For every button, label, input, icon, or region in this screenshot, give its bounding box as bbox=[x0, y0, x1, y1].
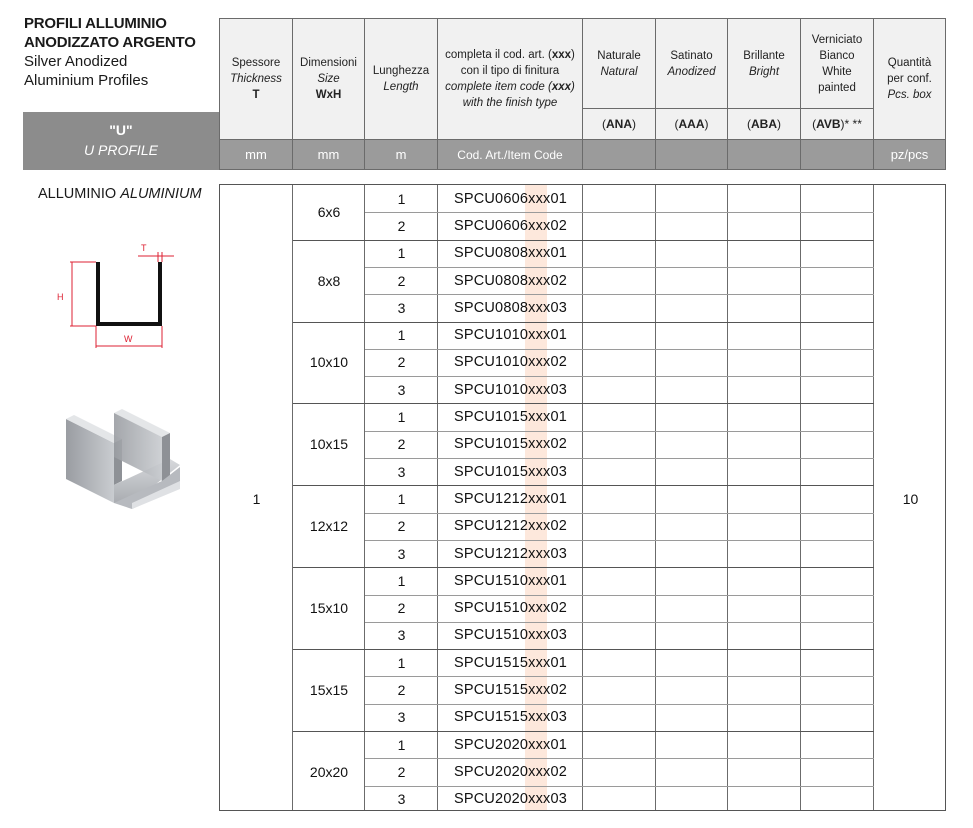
header-size-it: Dimensioni bbox=[300, 57, 357, 69]
finish-empty-cell bbox=[656, 267, 728, 294]
finish-empty-cell bbox=[656, 649, 728, 676]
diagram-w-label: W bbox=[124, 334, 133, 344]
item-code-pre: SPCU2020 bbox=[453, 736, 529, 753]
length-cell: 2 bbox=[397, 600, 406, 617]
finish-empty-cell bbox=[728, 322, 801, 349]
material-label-en: ALUMINIUM bbox=[120, 186, 202, 202]
item-code-pre: SPCU2020 bbox=[453, 763, 529, 780]
finish-empty-cell bbox=[656, 322, 728, 349]
item-code-post: 02 bbox=[550, 518, 568, 535]
item-code-pre: SPCU1510 bbox=[453, 572, 529, 589]
item-code-cell bbox=[438, 676, 583, 703]
finish-empty-cell bbox=[801, 513, 874, 540]
finish-empty-cell bbox=[801, 294, 874, 321]
profile-banner-sublabel: U PROFILE bbox=[84, 142, 158, 158]
item-code-xxx: xxx bbox=[528, 709, 551, 726]
finish-empty-cell bbox=[656, 676, 728, 703]
finish-empty-cell bbox=[583, 485, 656, 512]
finish-empty-cell bbox=[801, 267, 874, 294]
finish-empty-cell bbox=[583, 731, 656, 758]
finish-empty-cell bbox=[728, 786, 801, 813]
item-code-post: 02 bbox=[550, 763, 568, 780]
length-cell: 3 bbox=[397, 791, 406, 808]
size-cell: 6x6 bbox=[317, 204, 341, 221]
item-code-xxx: xxx bbox=[528, 245, 551, 262]
item-code-post: 01 bbox=[550, 490, 568, 507]
item-code-pre: SPCU1515 bbox=[453, 682, 529, 699]
item-code-cell bbox=[438, 649, 583, 676]
header-code bbox=[437, 18, 583, 140]
item-code-xxx: xxx bbox=[528, 299, 551, 316]
item-code-xxx: xxx bbox=[528, 518, 551, 535]
finish-empty-cell bbox=[801, 595, 874, 622]
length-cell: 3 bbox=[397, 463, 406, 480]
item-code-pre: SPCU0808 bbox=[453, 245, 529, 262]
item-code-pre: SPCU0606 bbox=[453, 190, 529, 207]
header-length-en: Length bbox=[383, 81, 419, 93]
length-cell: 2 bbox=[397, 272, 406, 289]
header-size bbox=[292, 18, 365, 140]
material-label-it: ALLUMINIO bbox=[38, 186, 117, 202]
finish-empty-cell bbox=[656, 485, 728, 512]
finish-empty-cell bbox=[583, 758, 656, 785]
finish-empty-cell bbox=[728, 513, 801, 540]
item-code-xxx: xxx bbox=[528, 327, 551, 344]
finish-code-aba: (ABA) bbox=[727, 108, 801, 140]
title-line-3: Silver Anodized bbox=[24, 53, 128, 70]
finish-empty-cell bbox=[583, 622, 656, 649]
item-code-post: 01 bbox=[550, 327, 568, 344]
row-divider bbox=[365, 676, 874, 677]
finish-empty-cell bbox=[583, 403, 656, 430]
item-code-post: 01 bbox=[550, 245, 568, 262]
header-size-en: Size bbox=[317, 73, 340, 85]
length-cell: 2 bbox=[397, 763, 406, 780]
item-code-xxx: xxx bbox=[528, 190, 551, 207]
title-line-4: Aluminium Profiles bbox=[24, 72, 149, 89]
finish-empty-cell bbox=[801, 376, 874, 403]
item-code-cell bbox=[438, 786, 583, 813]
finish-empty-cell bbox=[801, 458, 874, 485]
item-code-pre: SPCU1515 bbox=[453, 709, 529, 726]
row-divider bbox=[365, 458, 874, 459]
diagram-t-label: T bbox=[141, 243, 147, 253]
item-code-cell bbox=[438, 704, 583, 731]
finish-empty-cell bbox=[801, 622, 874, 649]
item-code-pre: SPCU1510 bbox=[453, 627, 529, 644]
row-divider bbox=[365, 294, 874, 295]
item-code-xxx: xxx bbox=[528, 654, 551, 671]
header-thickness-it: Spessore bbox=[231, 57, 281, 69]
finish-empty-cell bbox=[583, 349, 656, 376]
finish-empty-cell bbox=[801, 731, 874, 758]
item-code-cell bbox=[438, 240, 583, 267]
item-code-post: 01 bbox=[550, 409, 568, 426]
material-label bbox=[38, 186, 202, 202]
header-length bbox=[364, 18, 438, 140]
item-code-xxx: xxx bbox=[528, 354, 551, 371]
finish-code-ana: (ANA) bbox=[582, 108, 656, 140]
title-line-2: ANODIZZATO ARGENTO bbox=[24, 34, 196, 51]
finish-empty-cell bbox=[656, 431, 728, 458]
unit-finish-bright bbox=[727, 139, 801, 170]
length-cell: 3 bbox=[397, 381, 406, 398]
header-size-sym: WxH bbox=[315, 89, 342, 101]
item-code-post: 02 bbox=[550, 436, 568, 453]
row-divider bbox=[365, 376, 874, 377]
finish-empty-cell bbox=[728, 431, 801, 458]
item-code-post: 02 bbox=[550, 354, 568, 371]
item-code-cell bbox=[438, 267, 583, 294]
header-finish-bright: Brillante Bright bbox=[727, 18, 801, 109]
finish-empty-cell bbox=[583, 595, 656, 622]
item-code-cell bbox=[438, 458, 583, 485]
finish-empty-cell bbox=[656, 513, 728, 540]
item-code-post: 01 bbox=[550, 572, 568, 589]
finish-empty-cell bbox=[583, 567, 656, 594]
item-code-cell bbox=[438, 431, 583, 458]
item-code-pre: SPCU0606 bbox=[453, 217, 529, 234]
header-code-it-line2: con il tipo di finitura bbox=[460, 65, 560, 77]
finish-empty-cell bbox=[656, 786, 728, 813]
finish-empty-cell bbox=[583, 676, 656, 703]
size-cell: 10x10 bbox=[309, 354, 349, 371]
finish-empty-cell bbox=[801, 240, 874, 267]
item-code-pre: SPCU1212 bbox=[453, 518, 529, 535]
item-code-cell bbox=[438, 212, 583, 239]
finish-empty-cell bbox=[583, 212, 656, 239]
item-code-post: 03 bbox=[550, 627, 568, 644]
finish-empty-cell bbox=[656, 403, 728, 430]
catalog-title bbox=[24, 14, 224, 90]
row-divider bbox=[365, 622, 874, 623]
item-code-post: 02 bbox=[550, 682, 568, 699]
item-code-post: 03 bbox=[550, 463, 568, 480]
length-cell: 2 bbox=[397, 436, 406, 453]
finish-empty-cell bbox=[656, 595, 728, 622]
finish-empty-cell bbox=[801, 540, 874, 567]
length-cell: 1 bbox=[397, 409, 406, 426]
item-code-pre: SPCU1010 bbox=[453, 327, 529, 344]
finish-empty-cell bbox=[728, 267, 801, 294]
item-code-cell bbox=[438, 595, 583, 622]
item-code-xxx: xxx bbox=[528, 490, 551, 507]
header-code-it-line1: completa il cod. art. (xxx) bbox=[445, 49, 575, 61]
row-divider bbox=[365, 704, 874, 705]
row-divider bbox=[365, 431, 874, 432]
finish-empty-cell bbox=[801, 349, 874, 376]
profile-banner bbox=[23, 112, 219, 170]
item-code-pre: SPCU1015 bbox=[453, 436, 529, 453]
unit-code: Cod. Art./Item Code bbox=[437, 139, 583, 170]
row-divider bbox=[365, 513, 874, 514]
finish-empty-cell bbox=[801, 676, 874, 703]
qty-cell: 10 bbox=[902, 490, 919, 507]
finish-empty-cell bbox=[728, 349, 801, 376]
length-cell: 1 bbox=[397, 327, 406, 344]
finish-empty-cell bbox=[801, 403, 874, 430]
finish-empty-cell bbox=[656, 185, 728, 212]
finish-empty-cell bbox=[728, 731, 801, 758]
finish-empty-cell bbox=[728, 294, 801, 321]
length-cell: 1 bbox=[397, 190, 406, 207]
item-code-pre: SPCU1010 bbox=[453, 381, 529, 398]
item-code-cell bbox=[438, 322, 583, 349]
item-code-xxx: xxx bbox=[528, 463, 551, 480]
row-divider bbox=[365, 267, 874, 268]
item-code-cell bbox=[438, 758, 583, 785]
size-cell: 15x10 bbox=[309, 600, 349, 617]
finish-code-avb: (AVB)* ** bbox=[800, 108, 874, 140]
length-cell: 3 bbox=[397, 627, 406, 644]
finish-empty-cell bbox=[583, 649, 656, 676]
thickness-cell: 1 bbox=[252, 490, 261, 507]
finish-empty-cell bbox=[728, 403, 801, 430]
finish-empty-cell bbox=[728, 240, 801, 267]
finish-empty-cell bbox=[728, 567, 801, 594]
size-cell: 12x12 bbox=[309, 518, 349, 535]
finish-empty-cell bbox=[728, 649, 801, 676]
finish-empty-cell bbox=[583, 513, 656, 540]
length-cell: 2 bbox=[397, 354, 406, 371]
header-length-it: Lunghezza bbox=[372, 65, 430, 77]
item-code-pre: SPCU1212 bbox=[453, 545, 529, 562]
finish-empty-cell bbox=[801, 185, 874, 212]
item-code-cell bbox=[438, 403, 583, 430]
item-code-pre: SPCU1010 bbox=[453, 354, 529, 371]
item-code-post: 03 bbox=[550, 545, 568, 562]
length-cell: 1 bbox=[397, 572, 406, 589]
header-code-en-line1: complete item code (xxx) bbox=[445, 81, 575, 93]
item-code-xxx: xxx bbox=[528, 436, 551, 453]
finish-empty-cell bbox=[656, 540, 728, 567]
item-code-post: 03 bbox=[550, 791, 568, 808]
item-code-post: 01 bbox=[550, 736, 568, 753]
finish-empty-cell bbox=[583, 786, 656, 813]
item-code-pre: SPCU1510 bbox=[453, 600, 529, 617]
finish-empty-cell bbox=[728, 212, 801, 239]
product-table bbox=[219, 184, 946, 811]
item-code-pre: SPCU0808 bbox=[453, 299, 529, 316]
size-cell: 10x15 bbox=[309, 436, 349, 453]
item-code-post: 01 bbox=[550, 190, 568, 207]
finish-empty-cell bbox=[801, 322, 874, 349]
finish-empty-cell bbox=[656, 567, 728, 594]
item-code-xxx: xxx bbox=[528, 791, 551, 808]
u-profile-3d-image bbox=[60, 405, 185, 510]
item-code-xxx: xxx bbox=[528, 682, 551, 699]
finish-empty-cell bbox=[656, 731, 728, 758]
item-code-post: 02 bbox=[550, 217, 568, 234]
item-code-xxx: xxx bbox=[528, 600, 551, 617]
finish-empty-cell bbox=[728, 540, 801, 567]
item-code-pre: SPCU0808 bbox=[453, 272, 529, 289]
item-code-post: 01 bbox=[550, 654, 568, 671]
header-thickness bbox=[219, 18, 293, 140]
size-cell: 8x8 bbox=[317, 272, 341, 289]
item-code-cell bbox=[438, 376, 583, 403]
row-divider bbox=[365, 758, 874, 759]
finish-empty-cell bbox=[656, 758, 728, 785]
item-code-cell bbox=[438, 622, 583, 649]
finish-empty-cell bbox=[728, 485, 801, 512]
item-code-post: 03 bbox=[550, 381, 568, 398]
finish-empty-cell bbox=[728, 458, 801, 485]
u-profile-section-diagram bbox=[52, 238, 182, 356]
header-finish-white-painted: Verniciato Bianco White painted bbox=[800, 18, 874, 109]
finish-empty-cell bbox=[583, 458, 656, 485]
item-code-xxx: xxx bbox=[528, 763, 551, 780]
finish-empty-cell bbox=[728, 376, 801, 403]
finish-empty-cell bbox=[583, 704, 656, 731]
finish-empty-cell bbox=[583, 267, 656, 294]
header-qty: Quantità per conf. Pcs. box bbox=[873, 18, 946, 140]
item-code-cell bbox=[438, 294, 583, 321]
header-finish-anodized: Satinato Anodized bbox=[655, 18, 728, 109]
finish-empty-cell bbox=[728, 704, 801, 731]
unit-finish-white bbox=[800, 139, 874, 170]
finish-empty-cell bbox=[801, 649, 874, 676]
item-code-cell bbox=[438, 485, 583, 512]
finish-empty-cell bbox=[801, 786, 874, 813]
item-code-xxx: xxx bbox=[528, 217, 551, 234]
finish-empty-cell bbox=[728, 595, 801, 622]
profile-banner-label: "U" bbox=[109, 122, 133, 138]
finish-empty-cell bbox=[656, 704, 728, 731]
header-thickness-en: Thickness bbox=[230, 73, 282, 85]
finish-empty-cell bbox=[801, 431, 874, 458]
finish-empty-cell bbox=[583, 185, 656, 212]
finish-empty-cell bbox=[656, 349, 728, 376]
item-code-xxx: xxx bbox=[528, 545, 551, 562]
item-code-xxx: xxx bbox=[528, 409, 551, 426]
finish-empty-cell bbox=[728, 622, 801, 649]
item-code-xxx: xxx bbox=[528, 627, 551, 644]
finish-empty-cell bbox=[583, 540, 656, 567]
length-cell: 1 bbox=[397, 245, 406, 262]
item-code-xxx: xxx bbox=[528, 572, 551, 589]
unit-finish-natural bbox=[582, 139, 656, 170]
header-code-en-line2: with the finish type bbox=[462, 97, 558, 109]
length-cell: 3 bbox=[397, 709, 406, 726]
item-code-cell bbox=[438, 731, 583, 758]
finish-empty-cell bbox=[801, 704, 874, 731]
finish-empty-cell bbox=[801, 758, 874, 785]
row-divider bbox=[365, 540, 874, 541]
finish-empty-cell bbox=[656, 376, 728, 403]
finish-empty-cell bbox=[801, 567, 874, 594]
item-code-xxx: xxx bbox=[528, 736, 551, 753]
finish-empty-cell bbox=[583, 376, 656, 403]
length-cell: 3 bbox=[397, 299, 406, 316]
finish-empty-cell bbox=[728, 185, 801, 212]
item-code-cell bbox=[438, 513, 583, 540]
unit-length: m bbox=[364, 139, 438, 170]
item-code-pre: SPCU1212 bbox=[453, 490, 529, 507]
item-code-post: 03 bbox=[550, 709, 568, 726]
item-code-pre: SPCU2020 bbox=[453, 791, 529, 808]
finish-empty-cell bbox=[728, 758, 801, 785]
item-code-pre: SPCU1015 bbox=[453, 463, 529, 480]
unit-size: mm bbox=[292, 139, 365, 170]
finish-code-aaa: (AAA) bbox=[655, 108, 728, 140]
size-cell: 20x20 bbox=[309, 763, 349, 780]
length-cell: 1 bbox=[397, 654, 406, 671]
finish-empty-cell bbox=[583, 294, 656, 321]
finish-empty-cell bbox=[656, 240, 728, 267]
item-code-pre: SPCU1515 bbox=[453, 654, 529, 671]
item-code-cell bbox=[438, 567, 583, 594]
item-code-post: 03 bbox=[550, 299, 568, 316]
unit-finish-anodized bbox=[655, 139, 728, 170]
unit-thickness: mm bbox=[219, 139, 293, 170]
item-code-xxx: xxx bbox=[528, 272, 551, 289]
finish-empty-cell bbox=[583, 431, 656, 458]
finish-empty-cell bbox=[801, 212, 874, 239]
finish-empty-cell bbox=[728, 676, 801, 703]
finish-empty-cell bbox=[656, 622, 728, 649]
item-code-post: 02 bbox=[550, 272, 568, 289]
size-cell: 15x15 bbox=[309, 682, 349, 699]
row-divider bbox=[365, 349, 874, 350]
header-finish-natural: Naturale Natural bbox=[582, 18, 656, 109]
item-code-cell bbox=[438, 349, 583, 376]
finish-empty-cell bbox=[583, 240, 656, 267]
diagram-h-label: H bbox=[57, 292, 64, 302]
finish-empty-cell bbox=[656, 294, 728, 321]
row-divider bbox=[365, 786, 874, 787]
length-cell: 2 bbox=[397, 217, 406, 234]
item-code-cell bbox=[438, 540, 583, 567]
finish-empty-cell bbox=[583, 322, 656, 349]
length-cell: 2 bbox=[397, 518, 406, 535]
finish-empty-cell bbox=[656, 212, 728, 239]
row-divider bbox=[365, 212, 874, 213]
title-line-1: PROFILI ALLUMINIO bbox=[24, 15, 167, 32]
length-cell: 2 bbox=[397, 682, 406, 699]
length-cell: 3 bbox=[397, 545, 406, 562]
header-thickness-sym: T bbox=[252, 89, 260, 101]
length-cell: 1 bbox=[397, 736, 406, 753]
item-code-xxx: xxx bbox=[528, 381, 551, 398]
unit-qty: pz/pcs bbox=[873, 139, 946, 170]
item-code-cell bbox=[438, 185, 583, 212]
finish-empty-cell bbox=[801, 485, 874, 512]
item-code-pre: SPCU1015 bbox=[453, 409, 529, 426]
finish-empty-cell bbox=[656, 458, 728, 485]
item-code-post: 02 bbox=[550, 600, 568, 617]
row-divider bbox=[365, 595, 874, 596]
length-cell: 1 bbox=[397, 490, 406, 507]
